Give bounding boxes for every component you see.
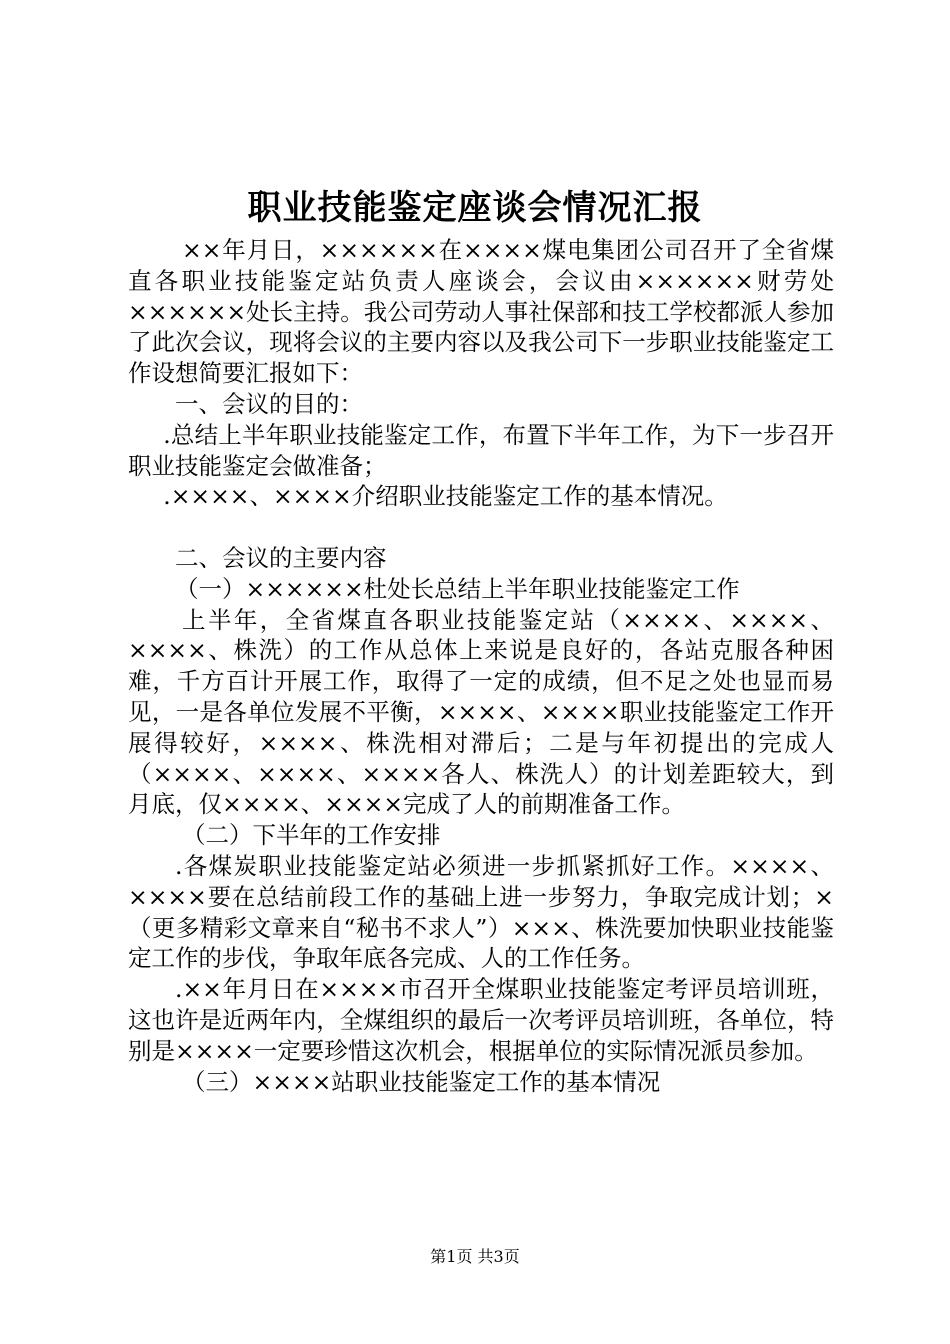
summary-paragraph: 上半年，全省煤直各职业技能鉴定站（××××、××××、××××、株洗）的工作从总体上来说是良好的，各站克服各种困难，千方百计开展工作，取得了一定的成绩，但不足之处也显而易见，一是各单位发展不平衡，××××、××××职业技能鉴定工作开展得较好，××××、株洗相对滞后；二是与年初提出的完成人（××××、××××、××××各人、株洗人）的计划差距较大，到月底，仅××××、××××完成了人的前期准备工作。 [128, 605, 834, 819]
purpose-item-2: .××××、××××介绍职业技能鉴定工作的基本情况。 [163, 482, 728, 511]
subsection-heading-3: （三）××××站职业技能鉴定工作的基本情况 [182, 1067, 661, 1096]
blank-line [128, 512, 834, 543]
plan-item-1: .各煤炭职业技能鉴定站必须进一步抓紧抓好工作。××××、××××要在总结前段工作的基础上进一步努力，争取完成计划；×（更多精彩文章来自“秘书不求人”）×××、株洗要加快职业技能鉴定工作的步伐，争取年底各完成、人的工作任务。 [128, 851, 834, 973]
section-heading-purpose: 一、会议的目的： [175, 389, 363, 418]
plan-item-2: .××年月日在××××市召开全煤职业技能鉴定考评员培训班，这也许是近两年内，全煤组织的最后一次考评员培训班，各单位，特别是××××一定要珍惜这次机会，根据单位的实际情况派员参加。 [128, 975, 834, 1065]
subsection-heading-2: （二）下半年的工作安排 [182, 821, 441, 850]
purpose-item-1: .总结上半年职业技能鉴定工作，布置下半年工作，为下一步召开职业技能鉴定会做准备； [128, 420, 834, 480]
document-body [128, 235, 834, 1097]
page-footer: 第1页 共3页 [430, 1247, 520, 1266]
subsection-heading-1: （一）××××××杜处长总结上半年职业技能鉴定工作 [175, 574, 740, 603]
intro-paragraph: ××年月日，××××××在××××煤电集团公司召开了全省煤直各职业技能鉴定站负责人座谈会，会议由××××××财劳处××××××处长主持。我公司劳动人事社保部和技工学校都派人参加了此次会议，现将会议的主要内容以及我公司下一步职业技能鉴定工作设想简要汇报如下： [128, 236, 834, 388]
document-title: 职业技能鉴定座谈会情况汇报 [247, 188, 703, 228]
section-heading-content: 二、会议的主要内容 [175, 543, 387, 572]
